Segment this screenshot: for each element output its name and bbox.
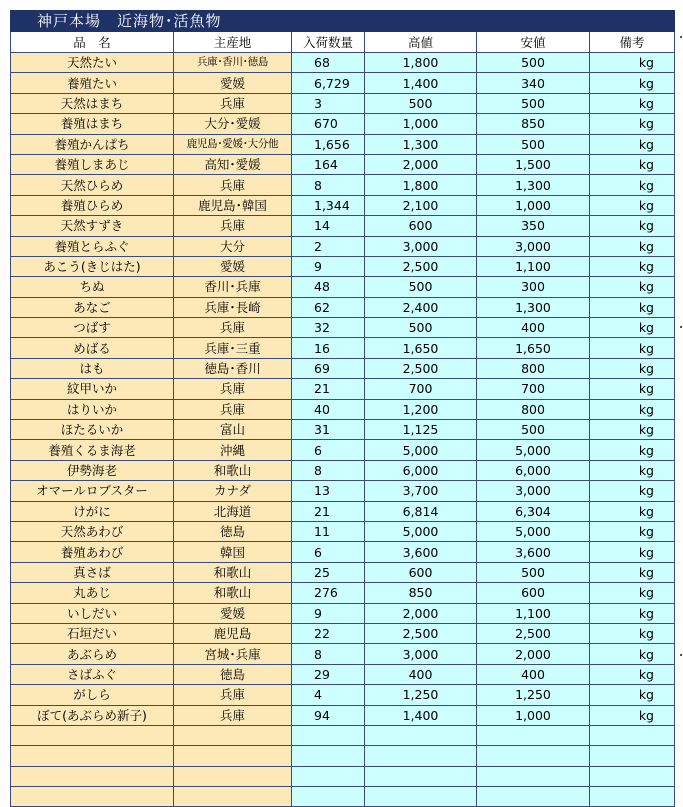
empty-cell[interactable] [365,725,477,745]
cell-high-price[interactable]: 2,000 [365,154,477,174]
cell-low-price[interactable]: 1,300 [477,297,590,317]
cell-origin[interactable]: 徳島 [174,521,292,541]
table-row [11,583,675,603]
cell-arrival-quantity[interactable]: 164 [292,154,365,174]
cell-item-name[interactable]: 天然たい [11,53,174,73]
cell-low-price[interactable]: 800 [477,399,590,419]
cell-origin[interactable]: 北海道 [174,501,292,521]
cell-arrival-quantity[interactable]: 6 [292,542,365,562]
cell-origin[interactable]: 兵庫･香川･徳島 [174,53,292,73]
cell-high-price[interactable]: 3,000 [365,236,477,256]
cell-item-name[interactable]: めばる [11,338,174,358]
cell-arrival-quantity[interactable]: 16 [292,338,365,358]
cell-high-price[interactable]: 6,814 [365,501,477,521]
empty-cell[interactable] [477,766,590,786]
cell-low-price[interactable]: 500 [477,93,590,113]
cell-origin[interactable]: 兵庫･三重 [174,338,292,358]
cell-arrival-quantity[interactable]: 4 [292,685,365,705]
empty-row [11,787,675,807]
header-arrival-quantity: 入荷数量 [292,32,365,53]
cell-high-price[interactable]: 400 [365,664,477,684]
table-row [11,685,675,705]
cell-item-name[interactable]: 真さば [11,562,174,582]
cell-high-price[interactable]: 2,500 [365,358,477,378]
cell-high-price[interactable]: 5,000 [365,440,477,460]
table-row [11,93,675,113]
cell-remarks[interactable]: kg [590,481,675,501]
cell-remarks[interactable]: kg [590,53,675,73]
cell-origin[interactable]: 兵庫 [174,93,292,113]
cell-origin[interactable]: 富山 [174,420,292,440]
cell-high-price[interactable]: 500 [365,93,477,113]
cell-arrival-quantity[interactable]: 276 [292,583,365,603]
table-row [11,521,675,541]
cell-low-price[interactable]: 700 [477,379,590,399]
empty-cell[interactable] [292,787,365,807]
cell-arrival-quantity[interactable]: 68 [292,53,365,73]
cell-low-price[interactable]: 1,100 [477,603,590,623]
cell-high-price[interactable]: 500 [365,277,477,297]
cell-origin[interactable]: 大分･愛媛 [174,114,292,134]
empty-cell[interactable] [477,746,590,766]
table-row [11,379,675,399]
cell-remarks[interactable]: kg [590,175,675,195]
cell-remarks[interactable]: kg [590,318,675,338]
cell-remarks[interactable]: kg [590,664,675,684]
empty-cell[interactable] [365,746,477,766]
cell-origin[interactable]: 兵庫 [174,685,292,705]
header-origin: 主産地 [174,32,292,53]
cell-arrival-quantity[interactable]: 6 [292,440,365,460]
cell-remarks[interactable]: kg [590,195,675,215]
cell-high-price[interactable]: 1,000 [365,114,477,134]
cell-arrival-quantity[interactable]: 3 [292,93,365,113]
cell-remarks[interactable]: kg [590,420,675,440]
cell-item-name[interactable]: 天然はまち [11,93,174,113]
cell-origin[interactable]: 兵庫 [174,399,292,419]
cell-low-price[interactable]: 1,100 [477,256,590,276]
cell-low-price[interactable]: 300 [477,277,590,297]
cell-high-price[interactable]: 500 [365,318,477,338]
table-row [11,256,675,276]
cell-remarks[interactable]: kg [590,583,675,603]
cell-item-name[interactable]: ちぬ [11,277,174,297]
cell-remarks[interactable]: kg [590,73,675,93]
cell-origin[interactable]: 大分 [174,236,292,256]
table-row [11,664,675,684]
cell-arrival-quantity[interactable]: 1,656 [292,134,365,154]
cell-item-name[interactable]: 養殖とらふぐ [11,236,174,256]
cell-high-price[interactable]: 1,250 [365,685,477,705]
cell-origin[interactable]: 兵庫 [174,705,292,725]
cell-remarks[interactable]: kg [590,460,675,480]
header-row [11,32,675,53]
table-row [11,216,675,236]
empty-cell[interactable] [590,725,675,745]
table-row [11,277,675,297]
empty-cell[interactable] [292,725,365,745]
cell-arrival-quantity[interactable]: 13 [292,481,365,501]
sheet-title: 神戸本場 近海物･活魚物 [11,11,675,32]
cell-remarks[interactable]: kg [590,134,675,154]
cell-remarks[interactable]: kg [590,705,675,725]
cell-arrival-quantity[interactable]: 29 [292,664,365,684]
empty-cell[interactable] [174,766,292,786]
cell-remarks[interactable]: kg [590,644,675,664]
cell-item-name[interactable]: さばふぐ [11,664,174,684]
cell-item-name[interactable]: 養殖あわび [11,542,174,562]
cell-item-name[interactable]: オマールロブスター [11,481,174,501]
empty-cell[interactable] [365,766,477,786]
table-row [11,358,675,378]
cell-high-price[interactable]: 6,000 [365,460,477,480]
table-row [11,175,675,195]
cell-origin[interactable]: 兵庫 [174,379,292,399]
cell-arrival-quantity[interactable]: 22 [292,623,365,643]
cell-remarks[interactable]: kg [590,623,675,643]
cell-origin[interactable]: 愛媛 [174,73,292,93]
cell-item-name[interactable]: はりいか [11,399,174,419]
cell-remarks[interactable]: kg [590,501,675,521]
cell-low-price[interactable]: 6,000 [477,460,590,480]
cell-origin[interactable]: 宮城･兵庫 [174,644,292,664]
cell-item-name[interactable]: ぼて(あぶらめ新子) [11,705,174,725]
cell-item-name[interactable]: 丸あじ [11,583,174,603]
cell-low-price[interactable]: 500 [477,562,590,582]
empty-cell[interactable] [174,746,292,766]
table-row [11,338,675,358]
cell-arrival-quantity[interactable]: 48 [292,277,365,297]
cell-low-price[interactable]: 3,000 [477,481,590,501]
cell-item-name[interactable]: 天然ひらめ [11,175,174,195]
cell-arrival-quantity[interactable]: 14 [292,216,365,236]
cell-low-price[interactable]: 1,000 [477,705,590,725]
header-item-name: 品 名 [11,32,174,53]
table-row [11,236,675,256]
empty-cell[interactable] [11,746,174,766]
cell-low-price[interactable]: 800 [477,358,590,378]
table-row [11,420,675,440]
table-row [11,481,675,501]
table-row [11,705,675,725]
cell-high-price[interactable]: 1,650 [365,338,477,358]
cell-arrival-quantity[interactable]: 9 [292,603,365,623]
cell-origin[interactable]: 兵庫･長崎 [174,297,292,317]
empty-row [11,746,675,766]
cell-item-name[interactable]: けがに [11,501,174,521]
cell-arrival-quantity[interactable]: 670 [292,114,365,134]
cell-remarks[interactable]: kg [590,154,675,174]
cell-origin[interactable]: 香川･兵庫 [174,277,292,297]
cell-origin[interactable]: 韓国 [174,542,292,562]
cell-remarks[interactable]: kg [590,521,675,541]
market-price-table [10,10,675,807]
cell-arrival-quantity[interactable]: 8 [292,644,365,664]
cell-origin[interactable]: 鹿児島 [174,623,292,643]
cell-low-price[interactable]: 1,650 [477,338,590,358]
cell-arrival-quantity[interactable]: 21 [292,379,365,399]
cell-remarks[interactable]: kg [590,399,675,419]
cell-high-price[interactable]: 600 [365,216,477,236]
cell-item-name[interactable]: 伊勢海老 [11,460,174,480]
cell-remarks[interactable]: kg [590,277,675,297]
cell-low-price[interactable]: 1,250 [477,685,590,705]
table-row [11,603,675,623]
cell-high-price[interactable]: 1,125 [365,420,477,440]
cell-arrival-quantity[interactable]: 9 [292,256,365,276]
cell-remarks[interactable]: kg [590,379,675,399]
cell-low-price[interactable]: 3,600 [477,542,590,562]
table-row [11,297,675,317]
cell-high-price[interactable]: 3,700 [365,481,477,501]
empty-cell[interactable] [365,787,477,807]
cell-item-name[interactable]: 天然あわび [11,521,174,541]
cell-remarks[interactable]: kg [590,440,675,460]
empty-cell[interactable] [590,787,675,807]
cell-arrival-quantity[interactable]: 8 [292,175,365,195]
cell-remarks[interactable]: kg [590,93,675,113]
cell-item-name[interactable]: つばす [11,318,174,338]
cell-remarks[interactable]: kg [590,114,675,134]
cell-item-name[interactable]: あぶらめ [11,644,174,664]
table-row [11,73,675,93]
cell-origin[interactable]: カナダ [174,481,292,501]
cell-item-name[interactable]: 養殖かんぱち [11,134,174,154]
cell-origin[interactable]: 和歌山 [174,583,292,603]
cell-low-price[interactable]: 1,500 [477,154,590,174]
table-row [11,542,675,562]
cell-remarks[interactable]: kg [590,297,675,317]
table-row [11,440,675,460]
table-row [11,644,675,664]
cell-item-name[interactable]: あなご [11,297,174,317]
table-row [11,154,675,174]
cell-origin[interactable]: 鹿児島･愛媛･大分他 [174,134,292,154]
table-row [11,114,675,134]
cell-arrival-quantity[interactable]: 6,729 [292,73,365,93]
cell-remarks[interactable]: kg [590,562,675,582]
empty-cell[interactable] [174,725,292,745]
cell-item-name[interactable]: 養殖くるま海老 [11,440,174,460]
cell-item-name[interactable]: 養殖はまち [11,114,174,134]
table-body [11,53,675,807]
cell-arrival-quantity[interactable]: 11 [292,521,365,541]
cell-low-price[interactable]: 500 [477,53,590,73]
cell-remarks[interactable]: kg [590,685,675,705]
cell-origin[interactable]: 和歌山 [174,562,292,582]
cell-remarks[interactable]: kg [590,236,675,256]
table-row [11,562,675,582]
cell-high-price[interactable]: 2,100 [365,195,477,215]
table-row [11,460,675,480]
cell-low-price[interactable]: 6,304 [477,501,590,521]
cell-arrival-quantity[interactable]: 2 [292,236,365,256]
header-low-price: 安値 [477,32,590,53]
edge-mark [680,36,682,38]
cell-low-price[interactable]: 850 [477,114,590,134]
cell-arrival-quantity[interactable]: 62 [292,297,365,317]
cell-high-price[interactable]: 850 [365,583,477,603]
cell-item-name[interactable]: 石垣だい [11,623,174,643]
cell-arrival-quantity[interactable]: 25 [292,562,365,582]
cell-low-price[interactable]: 1,300 [477,175,590,195]
cell-low-price[interactable]: 2,000 [477,644,590,664]
cell-arrival-quantity[interactable]: 1,344 [292,195,365,215]
cell-low-price[interactable]: 500 [477,420,590,440]
cell-item-name[interactable]: 養殖ひらめ [11,195,174,215]
cell-item-name[interactable]: いしだい [11,603,174,623]
cell-origin[interactable]: 沖縄 [174,440,292,460]
cell-arrival-quantity[interactable]: 31 [292,420,365,440]
cell-high-price[interactable]: 1,300 [365,134,477,154]
empty-row [11,766,675,786]
cell-arrival-quantity[interactable]: 94 [292,705,365,725]
empty-cell[interactable] [292,746,365,766]
empty-cell[interactable] [292,766,365,786]
empty-cell[interactable] [477,725,590,745]
cell-origin[interactable]: 鹿児島･韓国 [174,195,292,215]
empty-cell[interactable] [590,766,675,786]
cell-high-price[interactable]: 1,800 [365,53,477,73]
cell-high-price[interactable]: 1,400 [365,73,477,93]
cell-item-name[interactable]: あこう(きじはた) [11,256,174,276]
empty-cell[interactable] [11,766,174,786]
cell-low-price[interactable]: 5,000 [477,521,590,541]
cell-origin[interactable]: 和歌山 [174,460,292,480]
table-row [11,134,675,154]
cell-high-price[interactable]: 2,500 [365,623,477,643]
table-row [11,318,675,338]
cell-low-price[interactable]: 340 [477,73,590,93]
cell-origin[interactable]: 兵庫 [174,216,292,236]
cell-high-price[interactable]: 5,000 [365,521,477,541]
cell-low-price[interactable]: 1,000 [477,195,590,215]
cell-low-price[interactable]: 2,500 [477,623,590,643]
cell-item-name[interactable]: 養殖しまあじ [11,154,174,174]
cell-remarks[interactable]: kg [590,216,675,236]
header-remarks: 備考 [590,32,675,53]
cell-high-price[interactable]: 600 [365,562,477,582]
cell-high-price[interactable]: 3,600 [365,542,477,562]
cell-low-price[interactable]: 400 [477,664,590,684]
cell-low-price[interactable]: 400 [477,318,590,338]
cell-low-price[interactable]: 350 [477,216,590,236]
cell-low-price[interactable]: 500 [477,134,590,154]
cell-origin[interactable]: 愛媛 [174,256,292,276]
empty-cell[interactable] [590,746,675,766]
cell-item-name[interactable]: はも [11,358,174,378]
cell-low-price[interactable]: 600 [477,583,590,603]
cell-origin[interactable]: 兵庫 [174,175,292,195]
empty-cell[interactable] [11,787,174,807]
empty-row [11,725,675,745]
cell-item-name[interactable]: 紋甲いか [11,379,174,399]
edge-mark [680,326,682,328]
cell-high-price[interactable]: 3,000 [365,644,477,664]
empty-cell[interactable] [174,787,292,807]
cell-high-price[interactable]: 700 [365,379,477,399]
cell-high-price[interactable]: 1,800 [365,175,477,195]
cell-origin[interactable]: 高知･愛媛 [174,154,292,174]
cell-origin[interactable]: 愛媛 [174,603,292,623]
table-row [11,195,675,215]
cell-arrival-quantity[interactable]: 40 [292,399,365,419]
cell-high-price[interactable]: 1,400 [365,705,477,725]
cell-remarks[interactable]: kg [590,338,675,358]
cell-remarks[interactable]: kg [590,603,675,623]
cell-arrival-quantity[interactable]: 8 [292,460,365,480]
cell-arrival-quantity[interactable]: 69 [292,358,365,378]
empty-cell[interactable] [11,725,174,745]
cell-origin[interactable]: 徳島 [174,664,292,684]
table-row [11,501,675,521]
cell-high-price[interactable]: 2,400 [365,297,477,317]
empty-cell[interactable] [477,787,590,807]
cell-item-name[interactable]: がしら [11,685,174,705]
cell-item-name[interactable]: 天然すずき [11,216,174,236]
cell-high-price[interactable]: 2,000 [365,603,477,623]
cell-item-name[interactable]: 養殖たい [11,73,174,93]
cell-origin[interactable]: 兵庫 [174,318,292,338]
cell-remarks[interactable]: kg [590,256,675,276]
table-row [11,399,675,419]
cell-low-price[interactable]: 5,000 [477,440,590,460]
table-row [11,623,675,643]
cell-high-price[interactable]: 2,500 [365,256,477,276]
cell-remarks[interactable]: kg [590,542,675,562]
cell-arrival-quantity[interactable]: 32 [292,318,365,338]
header-high-price: 高値 [365,32,477,53]
edge-mark [680,654,682,656]
title-row [11,11,675,32]
cell-arrival-quantity[interactable]: 21 [292,501,365,521]
cell-origin[interactable]: 徳島･香川 [174,358,292,378]
table-row [11,53,675,73]
cell-item-name[interactable]: ほたるいか [11,420,174,440]
cell-high-price[interactable]: 1,200 [365,399,477,419]
cell-remarks[interactable]: kg [590,358,675,378]
cell-low-price[interactable]: 3,000 [477,236,590,256]
